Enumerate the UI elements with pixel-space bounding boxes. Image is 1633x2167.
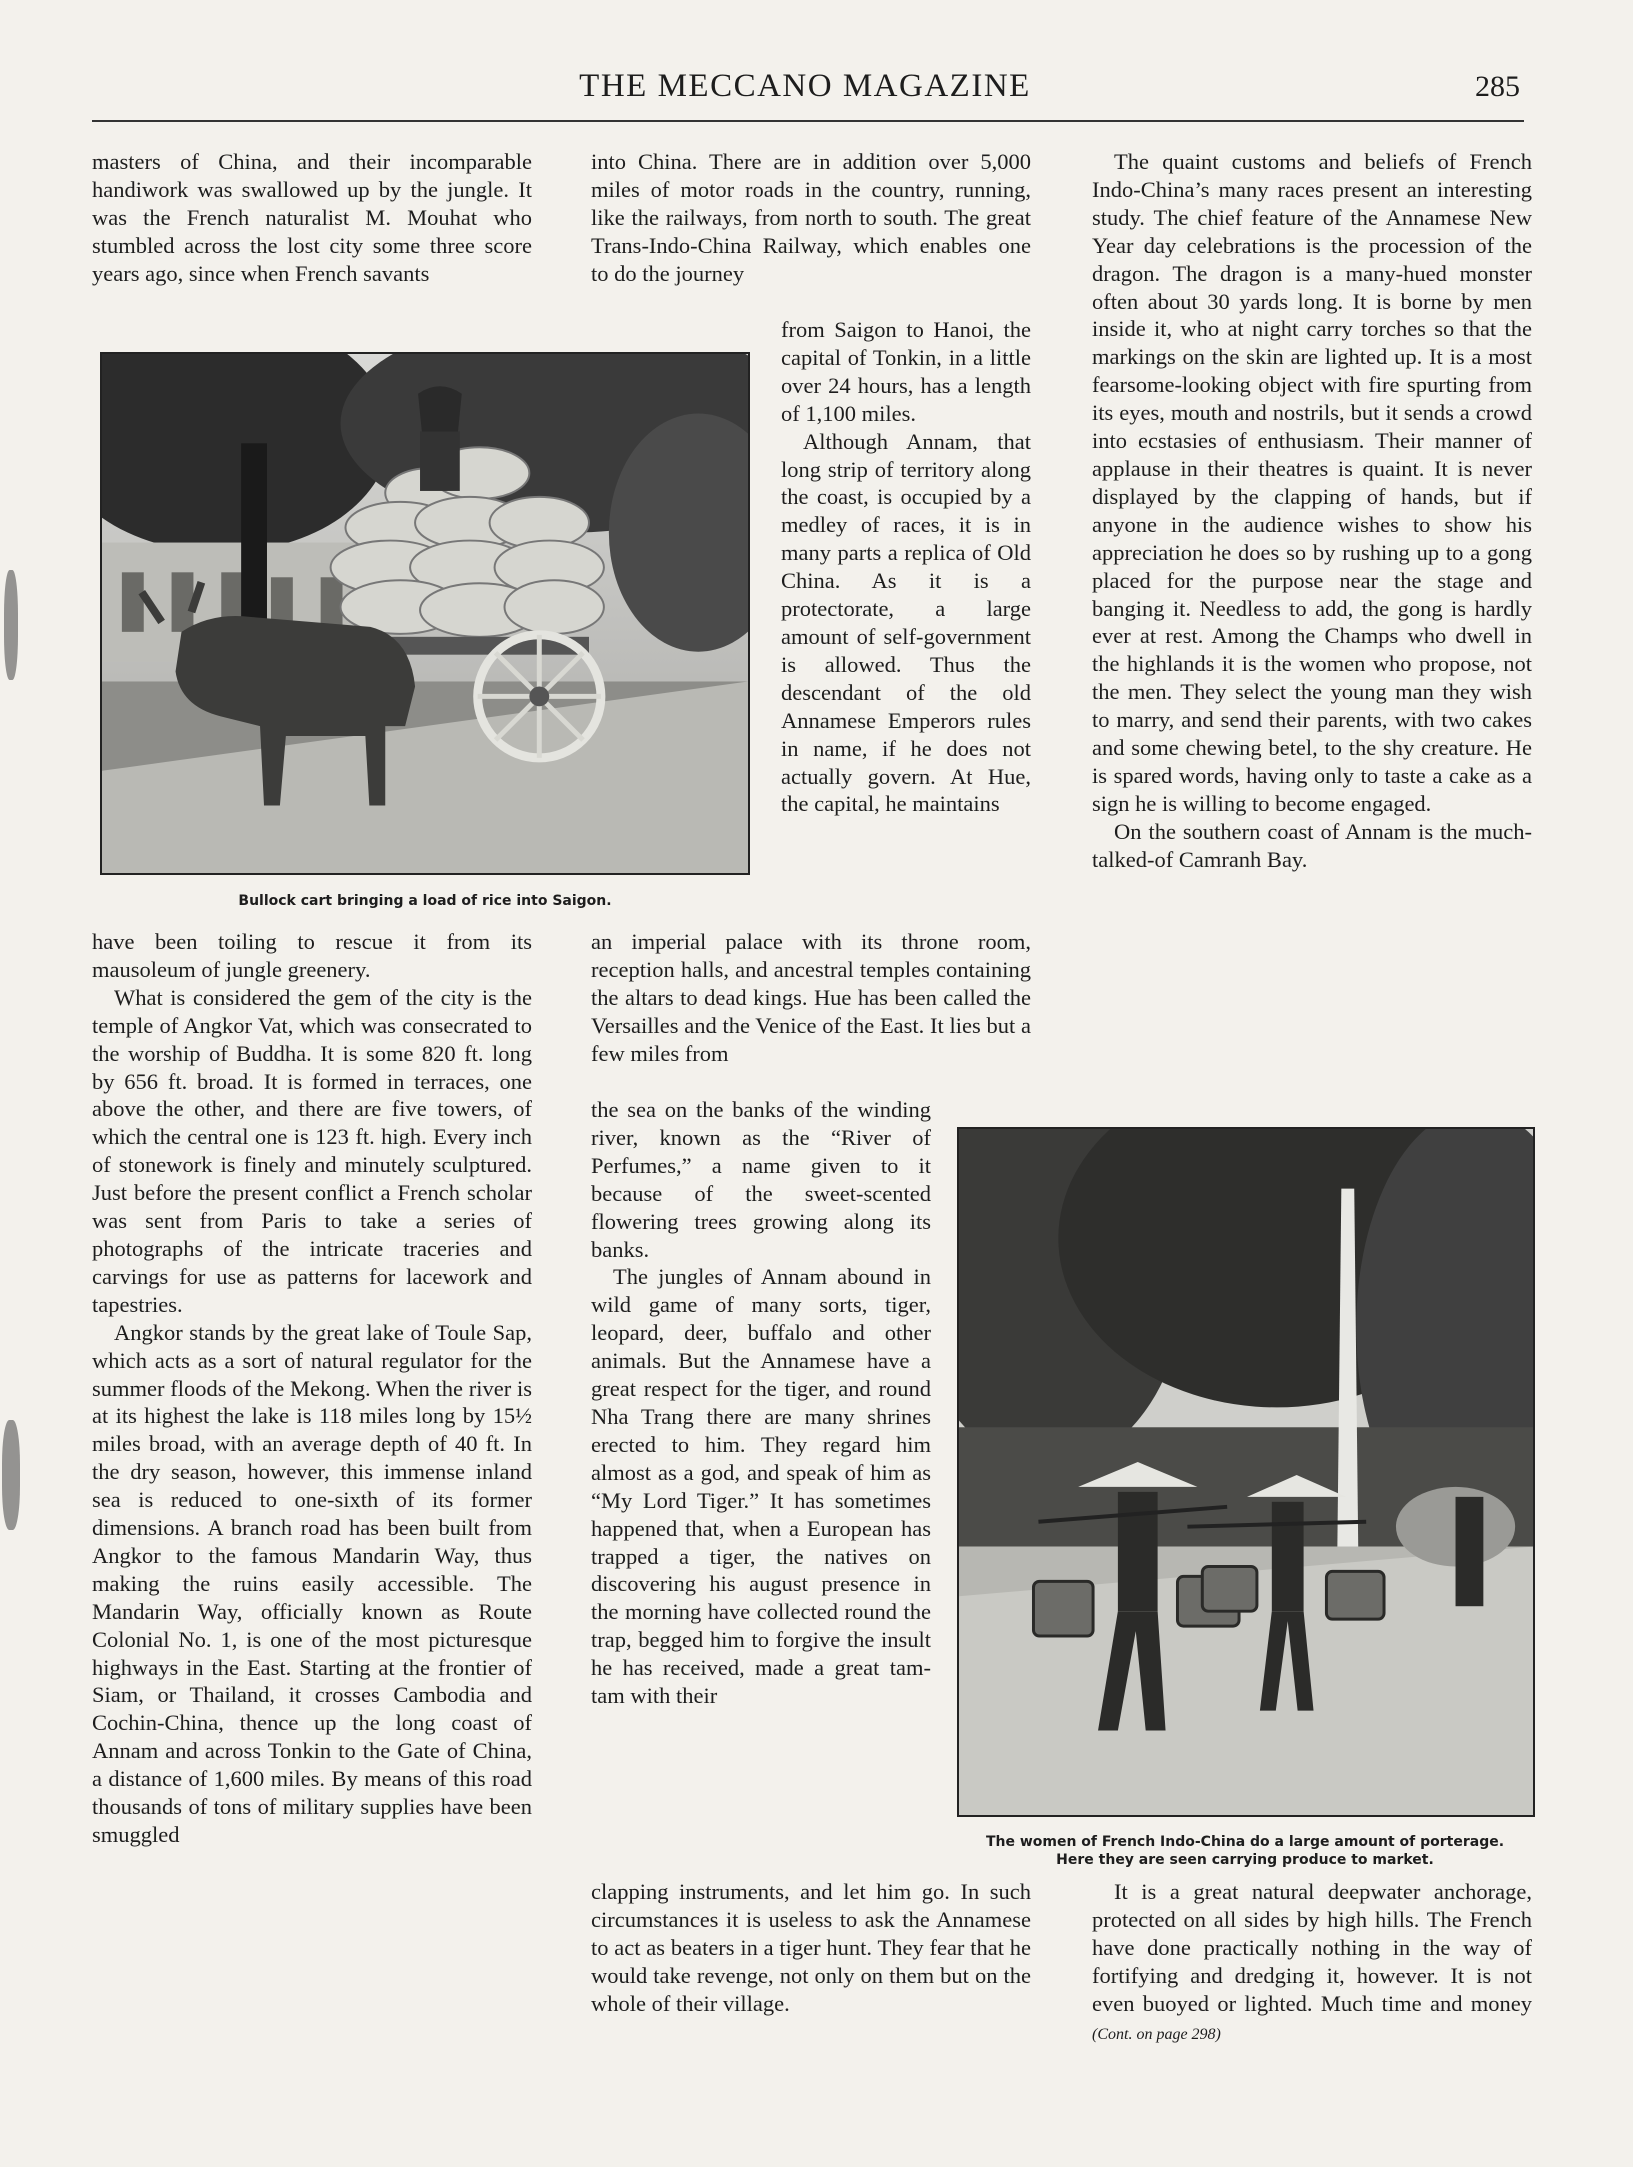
paragraph: Although Annam, that long strip of territory along the coast, is occupied by a medley of races, it is in many parts a replica of Old China. As it is a protectorate, a large amount of self-government is allowed. Thus the descendant of the old Annamese Emperors rules in name, if he does not actually govern. At Hue, the capital, he maintains [781,428,1031,817]
market-porterage-photo [957,1127,1535,1817]
scan-speck [4,570,18,680]
bullock-cart-photo [100,352,750,875]
cart-photo-caption: Bullock cart bringing a load of rice into Saigon. [238,893,612,909]
col2-narrow-text-2 [591,1096,931,1710]
col2-narrow-text-1 [781,316,1031,818]
col1-top-text [92,148,532,288]
paragraph: What is considered the gem of the city is the temple of Angkor Vat, which was consecrated to the worship of Buddha. It is some 820 ft. long by 656 ft. broad. It is formed in terraces, one above the other, and there are five towers, of which the central one is 123 ft. high. Every inch of stonework is finely and minutely sculptured. Just before the present conflict a French scholar was sent from Paris to take a series of photographs of the intricate traceries and carvings for use as patterns for lacework and tapestries. [92,984,532,1317]
market-photo-caption [950,1833,1540,1869]
paragraph: have been toiling to rescue it from its mausoleum of jungle greenery. [92,929,532,982]
col3-text [1092,148,1532,874]
bullock-cart-image [102,354,748,873]
col3-bottom-text [1092,1878,1532,2048]
caption-line: The women of French Indo-China do a large amount of porterage. [985,1834,1505,1850]
page-number: 285 [1475,70,1520,103]
caption-line: Here they are seen carrying produce to market. [1056,1852,1434,1868]
market-porterage-image [959,1129,1533,1815]
paragraph: into China. There are in addition over 5,000 miles of motor roads in the country, running, like the railways, from north to south. The great Trans-Indo-China Railway, which enables one to do the journey [591,149,1031,286]
col2-top-text [591,148,1031,288]
paragraph: Angkor stands by the great lake of Toule Sap, which acts as a sort of natural regulator for the summer floods of the Mekong. When the river is at its highest the lake is 118 miles long by 15½ miles broad, with an average depth of 40 ft. In the dry season, however, this immense inland sea is reduced to one-sixth of its former dimensions. A branch road has been built from Angkor to the famous Mandarin Way, thus making the ruins easily accessible. The Mandarin Way, officially known as Route Colonial No. 1, is one of the most picturesque highways in the East. Starting at the frontier of Siam, or Thailand, it crosses Cambodia and Cochin-China, thence up the long coast of Annam and across Tonkin to the Gate of China, a distance of 1,600 miles. By means of this road thousands of tons of military supplies have been smuggled [92,1319,532,1847]
paragraph [1092,1878,1532,2048]
paragraph: an imperial palace with its throne room, reception halls, and ancestral temples containing the altars to dead kings. Hue has been called the Versailles and the Venice of the East. It lies but a few miles from [591,929,1031,1066]
header-rule [92,120,1524,122]
paragraph: masters of China, and their incomparable handiwork was swallowed up by the jungle. It was the French naturalist M. Mouhat who stumbled across the lost city some three score years ago, since when French savants [92,149,532,286]
paragraph: the sea on the banks of the winding river, known as the “River of Perfumes,” a name given to it because of the sweet-scented flowering trees growing along its banks. [591,1097,931,1262]
continued-note[interactable]: (Cont. on page 298) [1092,2025,1221,2043]
paragraph: The quaint customs and beliefs of French Indo-China’s many races present an interesting study. The chief feature of the Annamese New Year day celebrations is the procession of the dragon. The dragon is a many-hued monster often about 30 yards long. It is borne by men inside it, who at night carry torches so that the markings on the skin are lighted up. It is a most fearsome-looking object with fire spurting from its eyes, mouth and nostrils, but it sends a crowd into ecstasies of enthusiasm. Their manner of applause in their theatres is quaint. It is never displayed by the clapping of hands, but if anyone in the audience wishes to show his appreciation he does so by rushing up to a gong placed for the purpose near the stage and banging it. Needless to add, the gong is hardly ever at rest. Among the Champs who dwell in the highlands it is the women who propose, not the men. They select the young man they wish to marry, and send their parents, with two cakes and some chewing betel, to the shy creature. He is spared words, having only to taste a cake as a sign he is willing to become engaged. [1092,149,1532,816]
scan-speck [2,1420,20,1530]
paragraph: The jungles of Annam abound in wild game of many sorts, tiger, leopard, deer, buffalo and other animals. But the Annamese have a great respect for the tiger, and round Nha Trang there are many shrines erected to him. They regard him almost as a god, and speak of him as “My Lord Tiger.” It has sometimes happened that, when a European has trapped a tiger, the natives on discovering his august presence in the morning have collected round the trap, begged him to forgive the insult he has received, made a great tam-tam with their [591,1264,931,1709]
col1-bottom-text [92,928,532,1849]
paragraph: from Saigon to Hanoi, the capital of Tonkin, in a little over 24 hours, has a length of 1,100 miles. [781,317,1031,426]
col2-bottom-text [591,1878,1031,2018]
col2-mid-text [591,928,1031,1068]
paragraph-text: It is a great natural deepwater anchorage, protected on all sides by high hills. The French have done practically nothing in the way of fortifying and dredging it, however. It is not even buoyed or lighted. Much time and money [1092,1879,1532,2016]
paragraph: On the southern coast of Annam is the much-talked-of Camranh Bay. [1092,818,1532,872]
magazine-title: THE MECCANO MAGAZINE [579,68,1031,104]
paragraph: clapping instruments, and let him go. In such circumstances it is useless to ask the Annamese to act as beaters in a tiger hunt. They fear that he would take revenge, not only on them but on the whole of their village. [591,1879,1031,2016]
